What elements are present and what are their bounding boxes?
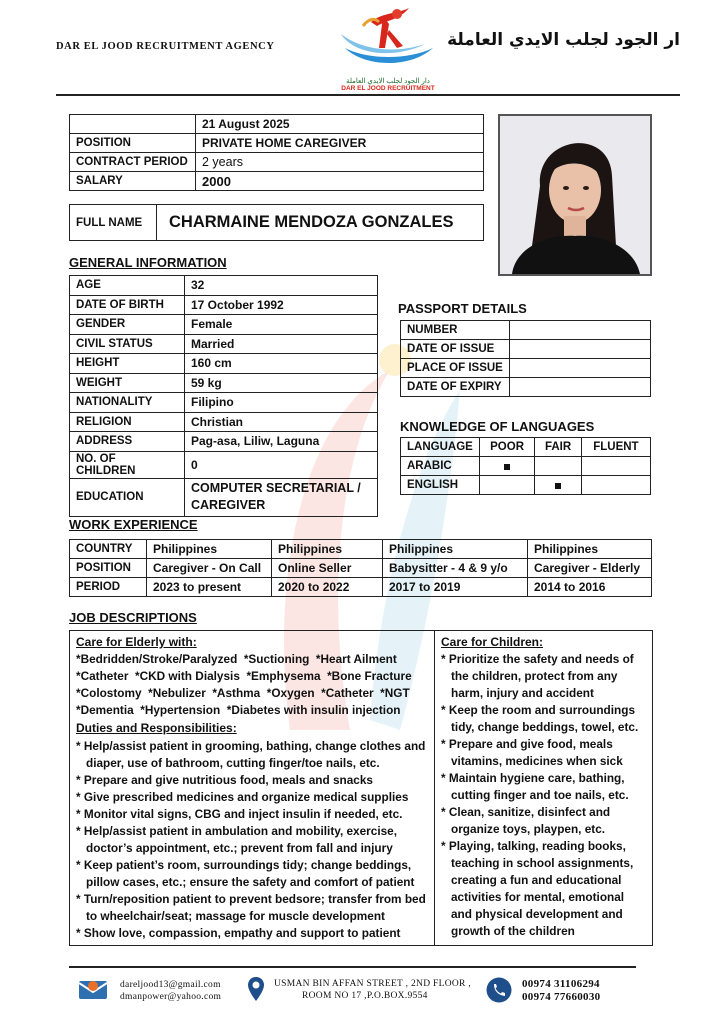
elderly-condition-line: *Bedridden/Stroke/Paralyzed *Suctioning *Heart Ailment — [76, 652, 397, 666]
general-info-value: Filipino — [185, 393, 378, 413]
contract-period-label: CONTRACT PERIOD — [70, 153, 196, 172]
children-care-title: Care for Children: — [441, 635, 544, 649]
position-value: PRIVATE HOME CAREGIVER — [196, 134, 484, 153]
work-country-1: Philippines — [147, 540, 272, 559]
general-info-label: AGE — [70, 276, 185, 296]
passport-issue-date-label: DATE OF ISSUE — [401, 340, 510, 359]
lang-header-language: LANGUAGE — [401, 438, 480, 457]
contract-date: 21 August 2025 — [196, 115, 484, 134]
general-info-title: GENERAL INFORMATION — [69, 255, 227, 270]
lang-name: ARABIC — [401, 457, 480, 476]
location-pin-icon — [247, 976, 265, 1002]
general-info-row — [70, 373, 378, 393]
work-position-label: POSITION — [70, 559, 147, 578]
work-period-3: 2017 to 2019 — [383, 578, 528, 597]
lang-row-arabic — [401, 457, 651, 476]
passport-issue-place-label: PLACE OF ISSUE — [401, 359, 510, 378]
general-info-row — [70, 451, 378, 478]
general-info-label: NO. OF CHILDREN — [70, 451, 185, 478]
work-period-4: 2014 to 2016 — [528, 578, 652, 597]
general-info-label: RELIGION — [70, 412, 185, 432]
languages-table — [400, 437, 651, 495]
lang-header-fluent: FLUENT — [581, 438, 650, 457]
lang-name: ENGLISH — [401, 476, 480, 495]
list-item: * Monitor vital signs, CBG and inject insulin if needed, etc. — [76, 807, 403, 821]
general-info-label: ADDRESS — [70, 432, 185, 452]
elderly-condition-line: *Dementia *Hypertension *Diabetes with insulin injection — [76, 703, 401, 717]
general-info-label: DATE OF BIRTH — [70, 295, 185, 315]
work-country-2: Philippines — [272, 540, 383, 559]
general-info-value: Female — [185, 315, 378, 335]
job-descriptions-title: JOB DESCRIPTIONS — [69, 610, 197, 625]
email-secondary[interactable]: dmanpower@yahoo.com — [120, 992, 222, 1002]
work-position-1: Caregiver - On Call — [147, 559, 272, 578]
list-item: * Turn/reposition patient to prevent bedsore; transfer from bed to wheelchair/seat; massage for muscle development — [76, 892, 426, 923]
work-position-2: Online Seller — [272, 559, 383, 578]
list-item: * Prioritize the safety and needs of the children, protect from any harm, injury and accident — [441, 652, 634, 700]
general-info-value: Pag-asa, Liliw, Laguna — [185, 432, 378, 452]
passport-issue-place-value — [510, 359, 651, 378]
duties-title: Duties and Responsibilities: — [76, 721, 237, 735]
passport-number-label: NUMBER — [401, 321, 510, 340]
portrait-icon — [500, 116, 650, 274]
list-item: * Playing, talking, reading books, teaching in school assignments, creating a fun and educational activities for mental, emotional and physical development and growth of the children — [441, 839, 634, 938]
general-info-table — [69, 275, 378, 517]
list-item: * Give prescribed medicines and organize medical supplies — [76, 790, 409, 804]
elderly-condition-line: *Catheter *CKD with Dialysis *Emphysema *Bone Fracture — [76, 669, 412, 683]
elderly-condition-line: *Colostomy *Nebulizer *Asthma *Oxygen *Catheter *NGT — [76, 686, 410, 700]
list-item: * Prepare and give nutritious food, meals and snacks — [76, 773, 373, 787]
general-info-label: CIVIL STATUS — [70, 334, 185, 354]
list-item: * Maintain hygiene care, bathing, cutting finger and toe nails, etc. — [441, 771, 629, 802]
general-info-row — [70, 393, 378, 413]
agency-logo — [333, 4, 443, 92]
lang-poor-cell — [479, 476, 535, 495]
general-info-label: HEIGHT — [70, 354, 185, 374]
contract-table — [69, 114, 484, 191]
lang-fair-cell — [535, 476, 581, 495]
salary-label: SALARY — [70, 172, 196, 191]
list-item: * Help/assist patient in grooming, bathing, change clothes and diaper, use of bathroom, cutting finger/toe nails, etc. — [76, 739, 426, 770]
general-info-label: WEIGHT — [70, 373, 185, 393]
children-list — [441, 651, 647, 940]
full-name-label: FULL NAME — [70, 205, 157, 241]
passport-issue-date-value — [510, 340, 651, 359]
elderly-care-title: Care for Elderly with: — [76, 635, 197, 649]
languages-title: KNOWLEDGE OF LANGUAGES — [400, 419, 595, 434]
phone-primary[interactable]: 00974 31106294 — [522, 978, 600, 990]
email-icon — [78, 978, 108, 1000]
header-divider — [56, 94, 680, 96]
work-country-label: COUNTRY — [70, 540, 147, 559]
duties-list — [76, 738, 434, 942]
general-info-value: 59 kg — [185, 373, 378, 393]
list-item: * Prepare and give food, meals vitamins, medicines when sick — [441, 737, 623, 768]
general-info-value: COMPUTER SECRETARIAL / CAREGIVER — [185, 478, 378, 516]
position-label: POSITION — [70, 134, 196, 153]
general-info-value: Christian — [185, 412, 378, 432]
list-item: * Clean, sanitize, disinfect and organize toys, playpen, etc. — [441, 805, 611, 836]
job-descriptions-box — [69, 630, 653, 946]
work-experience-title: WORK EXPERIENCE — [69, 517, 198, 532]
contract-period-value: 2 years — [196, 153, 484, 172]
list-item: * Keep patient’s room, surroundings tidy; change beddings, pillow cases, etc.; ensure the safety and comfort of patient — [76, 858, 415, 889]
elderly-column — [76, 634, 434, 942]
general-info-value: 160 cm — [185, 354, 378, 374]
footer-divider — [69, 966, 636, 968]
general-info-value: 17 October 1992 — [185, 295, 378, 315]
full-name-value: CHARMAINE MENDOZA GONZALES — [157, 205, 484, 241]
general-info-label: GENDER — [70, 315, 185, 335]
list-item: * Help/assist patient in ambulation and mobility, exercise, doctor’s appointment, etc.; prevent from fall and injury — [76, 824, 398, 855]
phone-secondary[interactable]: 00974 77660030 — [522, 991, 601, 1003]
candidate-photo — [498, 114, 652, 276]
children-column — [441, 634, 647, 940]
list-item: * Keep the room and surroundings tidy, change beddings, towel, etc. — [441, 703, 639, 734]
work-position-4: Caregiver - Elderly — [528, 559, 652, 578]
address-line-2: ROOM NO 17 ,P.O.BOX.9554 — [302, 991, 428, 1001]
lang-row-english — [401, 476, 651, 495]
passport-table — [400, 320, 651, 397]
passport-expiry-value — [510, 378, 651, 397]
column-divider — [434, 631, 435, 945]
lang-fluent-cell — [581, 476, 650, 495]
work-position-3: Babysitter - 4 & 9 y/o — [383, 559, 528, 578]
logo-text-en: DAR EL JOOD RECRUITMENT — [341, 85, 435, 92]
general-info-row — [70, 412, 378, 432]
work-period-2: 2020 to 2022 — [272, 578, 383, 597]
address-line-1: USMAN BIN AFFAN STREET , 2ND FLOOR , — [274, 979, 472, 989]
work-country-4: Philippines — [528, 540, 652, 559]
work-experience-table — [69, 539, 652, 597]
lang-poor-cell — [479, 457, 535, 476]
selected-mark-icon — [555, 483, 561, 489]
passport-title: PASSPORT DETAILS — [398, 301, 527, 316]
general-info-value: 32 — [185, 276, 378, 296]
lang-fluent-cell — [581, 457, 650, 476]
passport-number-value — [510, 321, 651, 340]
general-info-label: NATIONALITY — [70, 393, 185, 413]
general-info-row — [70, 276, 378, 296]
logo-text-ar: دار الجود لجلب الايدي العاملة — [346, 78, 430, 85]
agency-name-en: DAR EL JOOD RECRUITMENT AGENCY — [56, 41, 275, 52]
list-item: * Show love, compassion, empathy and support to patient — [76, 926, 401, 940]
general-info-row — [70, 478, 378, 516]
salary-value: 2000 — [196, 172, 484, 191]
general-info-row — [70, 354, 378, 374]
work-period-label: PERIOD — [70, 578, 147, 597]
email-primary[interactable]: dareljood13@gmail.com — [120, 980, 221, 990]
lang-header-fair: FAIR — [535, 438, 581, 457]
logo-mark-icon — [333, 4, 443, 68]
selected-mark-icon — [504, 464, 510, 470]
general-info-row — [70, 432, 378, 452]
agency-name-ar: ار الجود لجلب الايدي العاملة — [447, 30, 680, 50]
general-info-row — [70, 315, 378, 335]
work-country-3: Philippines — [383, 540, 528, 559]
general-info-row — [70, 334, 378, 354]
general-info-row — [70, 295, 378, 315]
general-info-value: 0 — [185, 451, 378, 478]
passport-expiry-label: DATE OF EXPIRY — [401, 378, 510, 397]
lang-fair-cell — [535, 457, 581, 476]
work-period-1: 2023 to present — [147, 578, 272, 597]
full-name-table — [69, 204, 484, 241]
general-info-label: EDUCATION — [70, 478, 185, 516]
phone-icon — [486, 977, 512, 1003]
general-info-value: Married — [185, 334, 378, 354]
lang-header-poor: POOR — [479, 438, 535, 457]
